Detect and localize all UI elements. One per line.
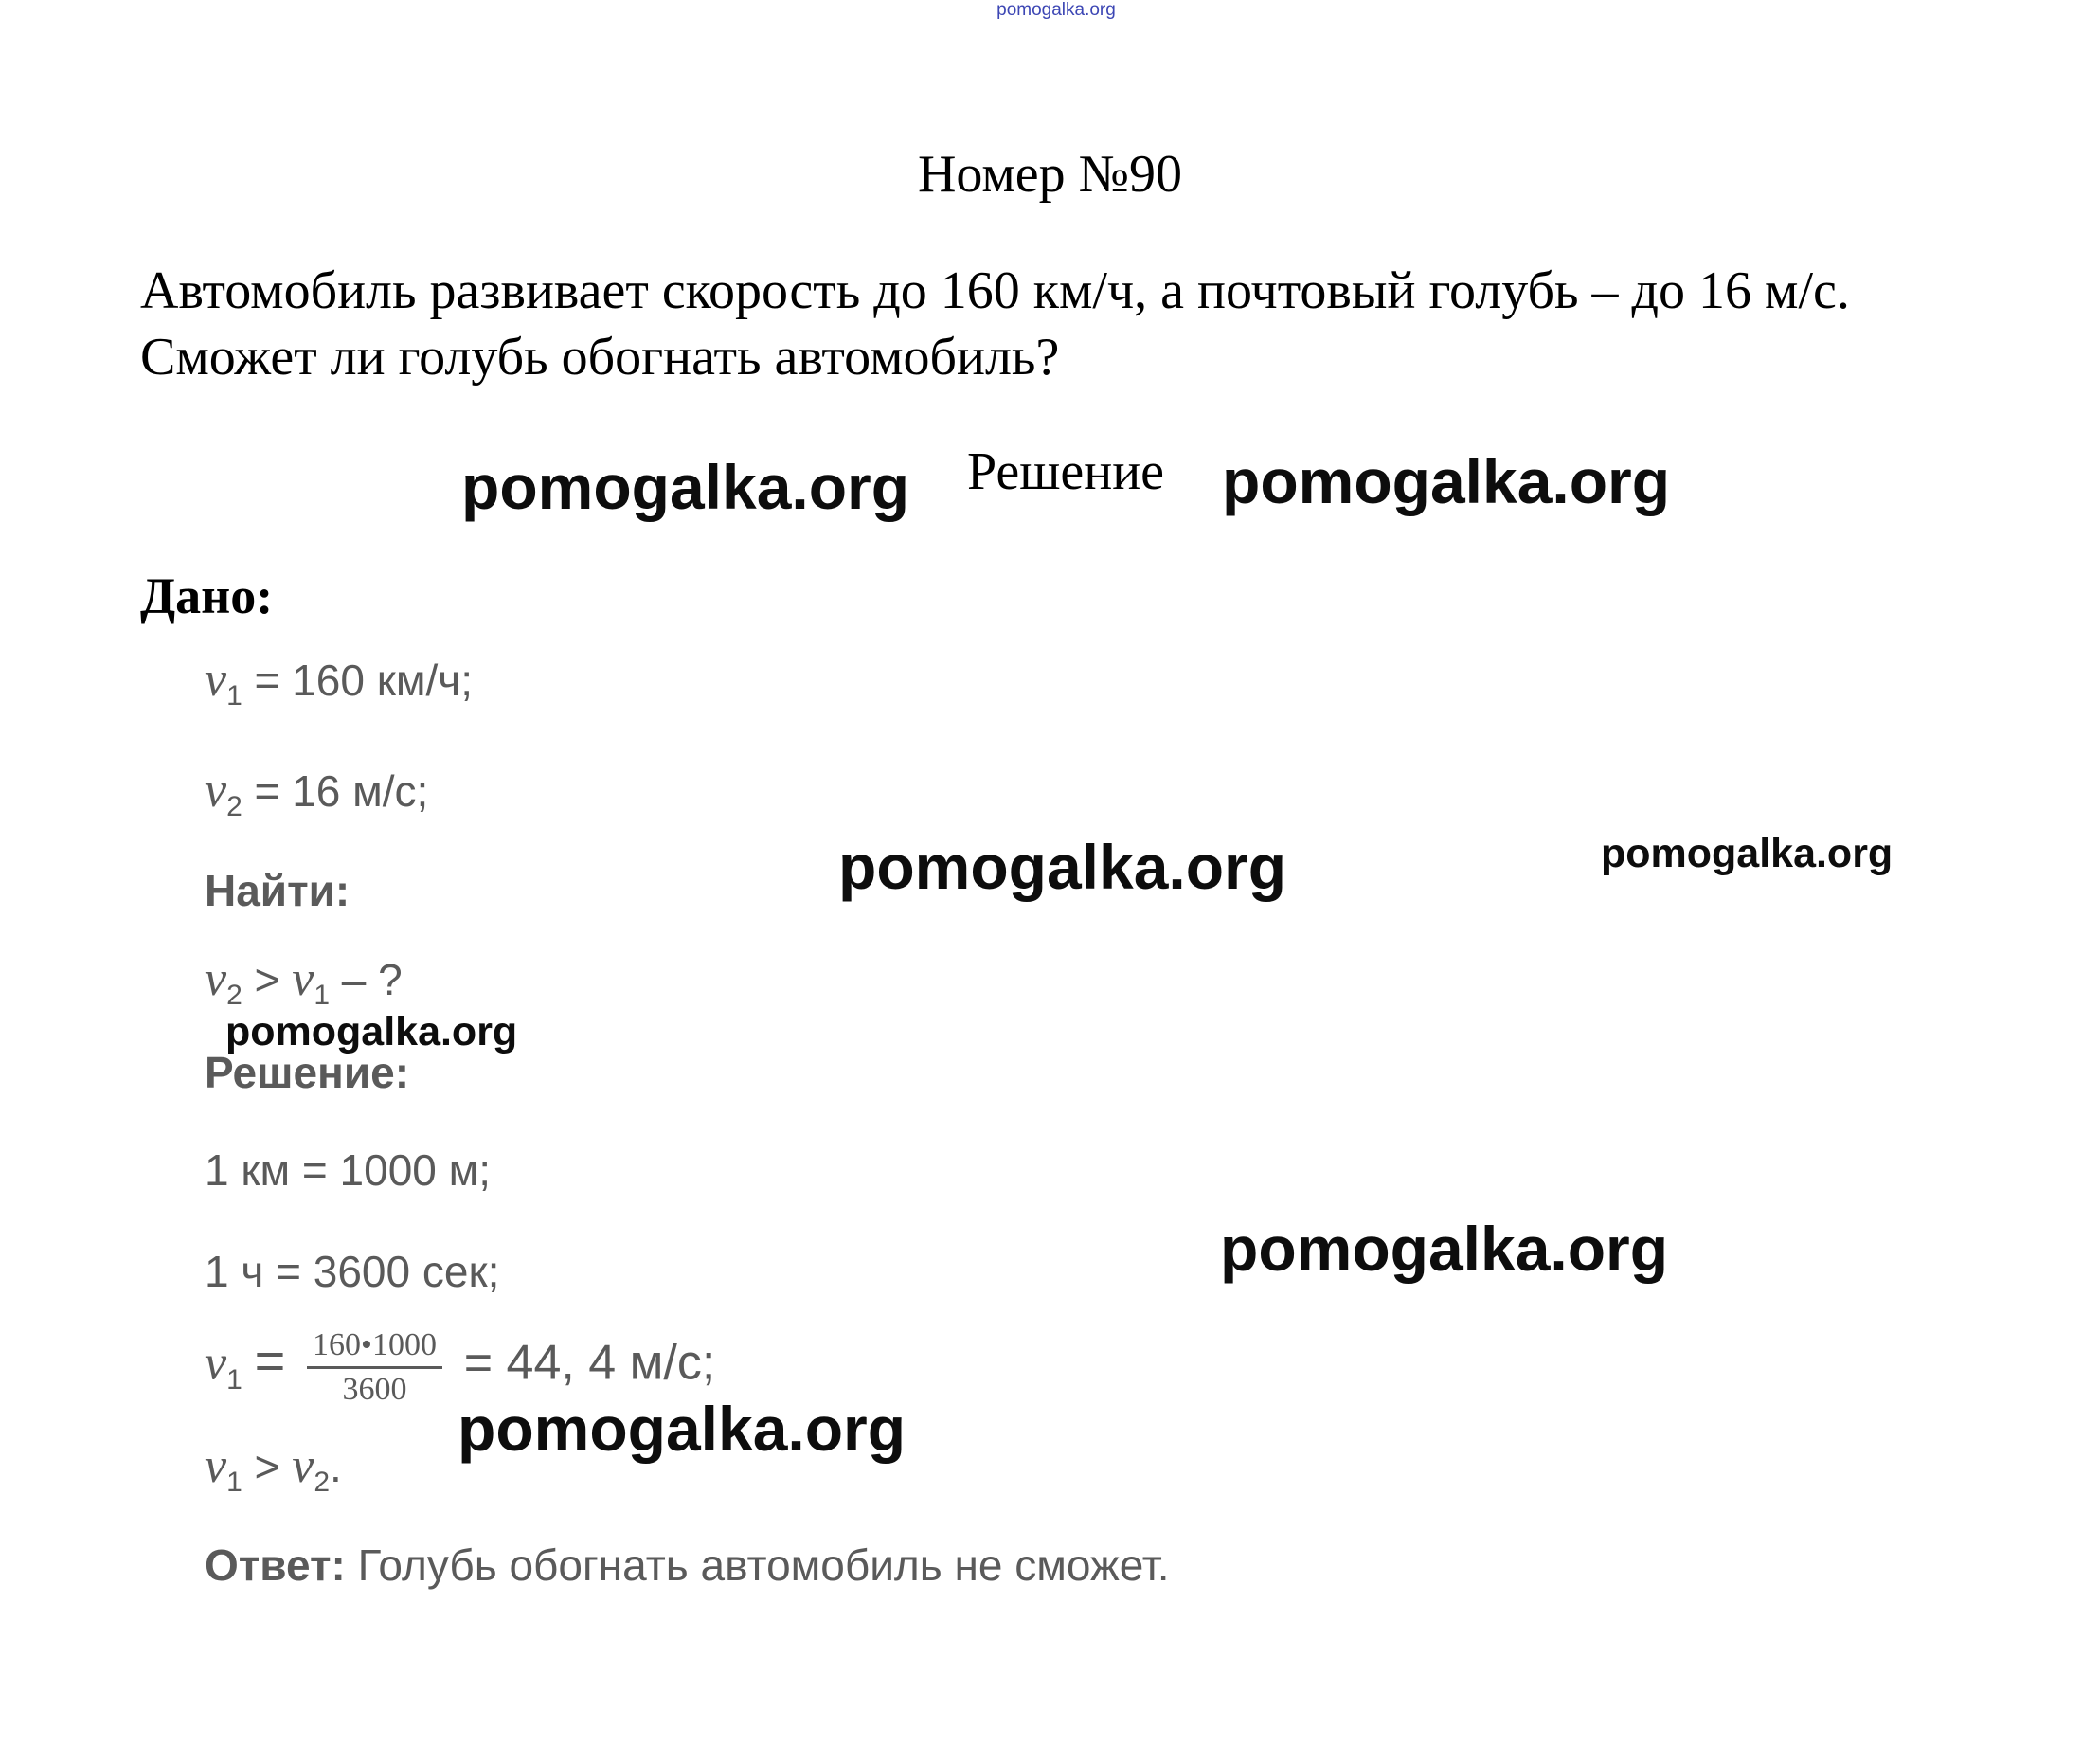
- solution-label: Решение:: [205, 1048, 410, 1097]
- solution-heading: Решение: [966, 442, 1165, 501]
- answer-text: Голубь обогнать автомобиль не сможет.: [345, 1540, 1170, 1590]
- watermark-1: pomogalka.org: [461, 452, 910, 522]
- problem-line-2: Сможет ли голубь обогнать автомобиль?: [140, 328, 1060, 387]
- find-operator: >: [242, 955, 293, 1004]
- problem-statement: [140, 258, 2035, 390]
- speed-comparison: [205, 1438, 342, 1511]
- watermark-5: pomogalka.org: [225, 1009, 518, 1054]
- v1-subscript: 1: [226, 680, 242, 712]
- cmp-v2-subscript: 2: [314, 1467, 330, 1499]
- cmp-end: .: [330, 1442, 342, 1491]
- answer-line: [205, 1537, 1170, 1594]
- watermark-4: pomogalka.org: [1601, 831, 1894, 876]
- fraction-numerator: 160•1000: [307, 1324, 442, 1369]
- top-site-watermark: pomogalka.org: [996, 0, 1116, 20]
- cmp-v1-subscript: 1: [226, 1467, 242, 1499]
- v1-symbol: v: [205, 653, 227, 707]
- fraction: [307, 1324, 442, 1411]
- calc-equals: =: [254, 1330, 286, 1391]
- calc-v1-subscript: 1: [226, 1363, 242, 1396]
- answer-label: Ответ:: [205, 1540, 346, 1590]
- v2-subscript: 2: [226, 791, 242, 823]
- given-label: Дано:: [140, 567, 274, 624]
- v2-symbol: v: [205, 764, 227, 818]
- given-v2: [205, 763, 428, 836]
- calc-result: = 44, 4 м/с;: [463, 1335, 716, 1391]
- hour-conversion: 1 ч = 3600 сек;: [205, 1247, 500, 1296]
- problem-title: Номер №90: [917, 145, 1183, 204]
- cmp-v1-symbol: v: [205, 1439, 227, 1493]
- given-v1: [205, 652, 473, 725]
- km-conversion: 1 км = 1000 м;: [205, 1145, 492, 1195]
- cmp-operator: >: [242, 1442, 293, 1491]
- find-label: Найти:: [205, 866, 350, 915]
- find-v2-subscript: 2: [226, 980, 242, 1012]
- find-question: – ?: [330, 955, 403, 1004]
- v2-value: = 16 м/с;: [242, 766, 429, 816]
- find-v2-symbol: v: [205, 952, 227, 1006]
- find-v1-symbol: v: [292, 952, 314, 1006]
- calc-v1-symbol: v: [205, 1336, 227, 1391]
- cmp-v2-symbol: v: [292, 1439, 314, 1493]
- watermark-7: pomogalka.org: [458, 1394, 906, 1464]
- find-v1-subscript: 1: [314, 980, 330, 1012]
- fraction-denominator: 3600: [342, 1372, 407, 1407]
- v1-value: = 160 км/ч;: [242, 656, 474, 705]
- watermark-3: pomogalka.org: [838, 832, 1287, 902]
- problem-line-1: Автомобиль развивает скорость до 160 км/ч, а почтовый голубь – до 16 м/с.: [140, 261, 1850, 320]
- watermark-6: pomogalka.org: [1220, 1214, 1669, 1284]
- watermark-2: pomogalka.org: [1222, 446, 1671, 516]
